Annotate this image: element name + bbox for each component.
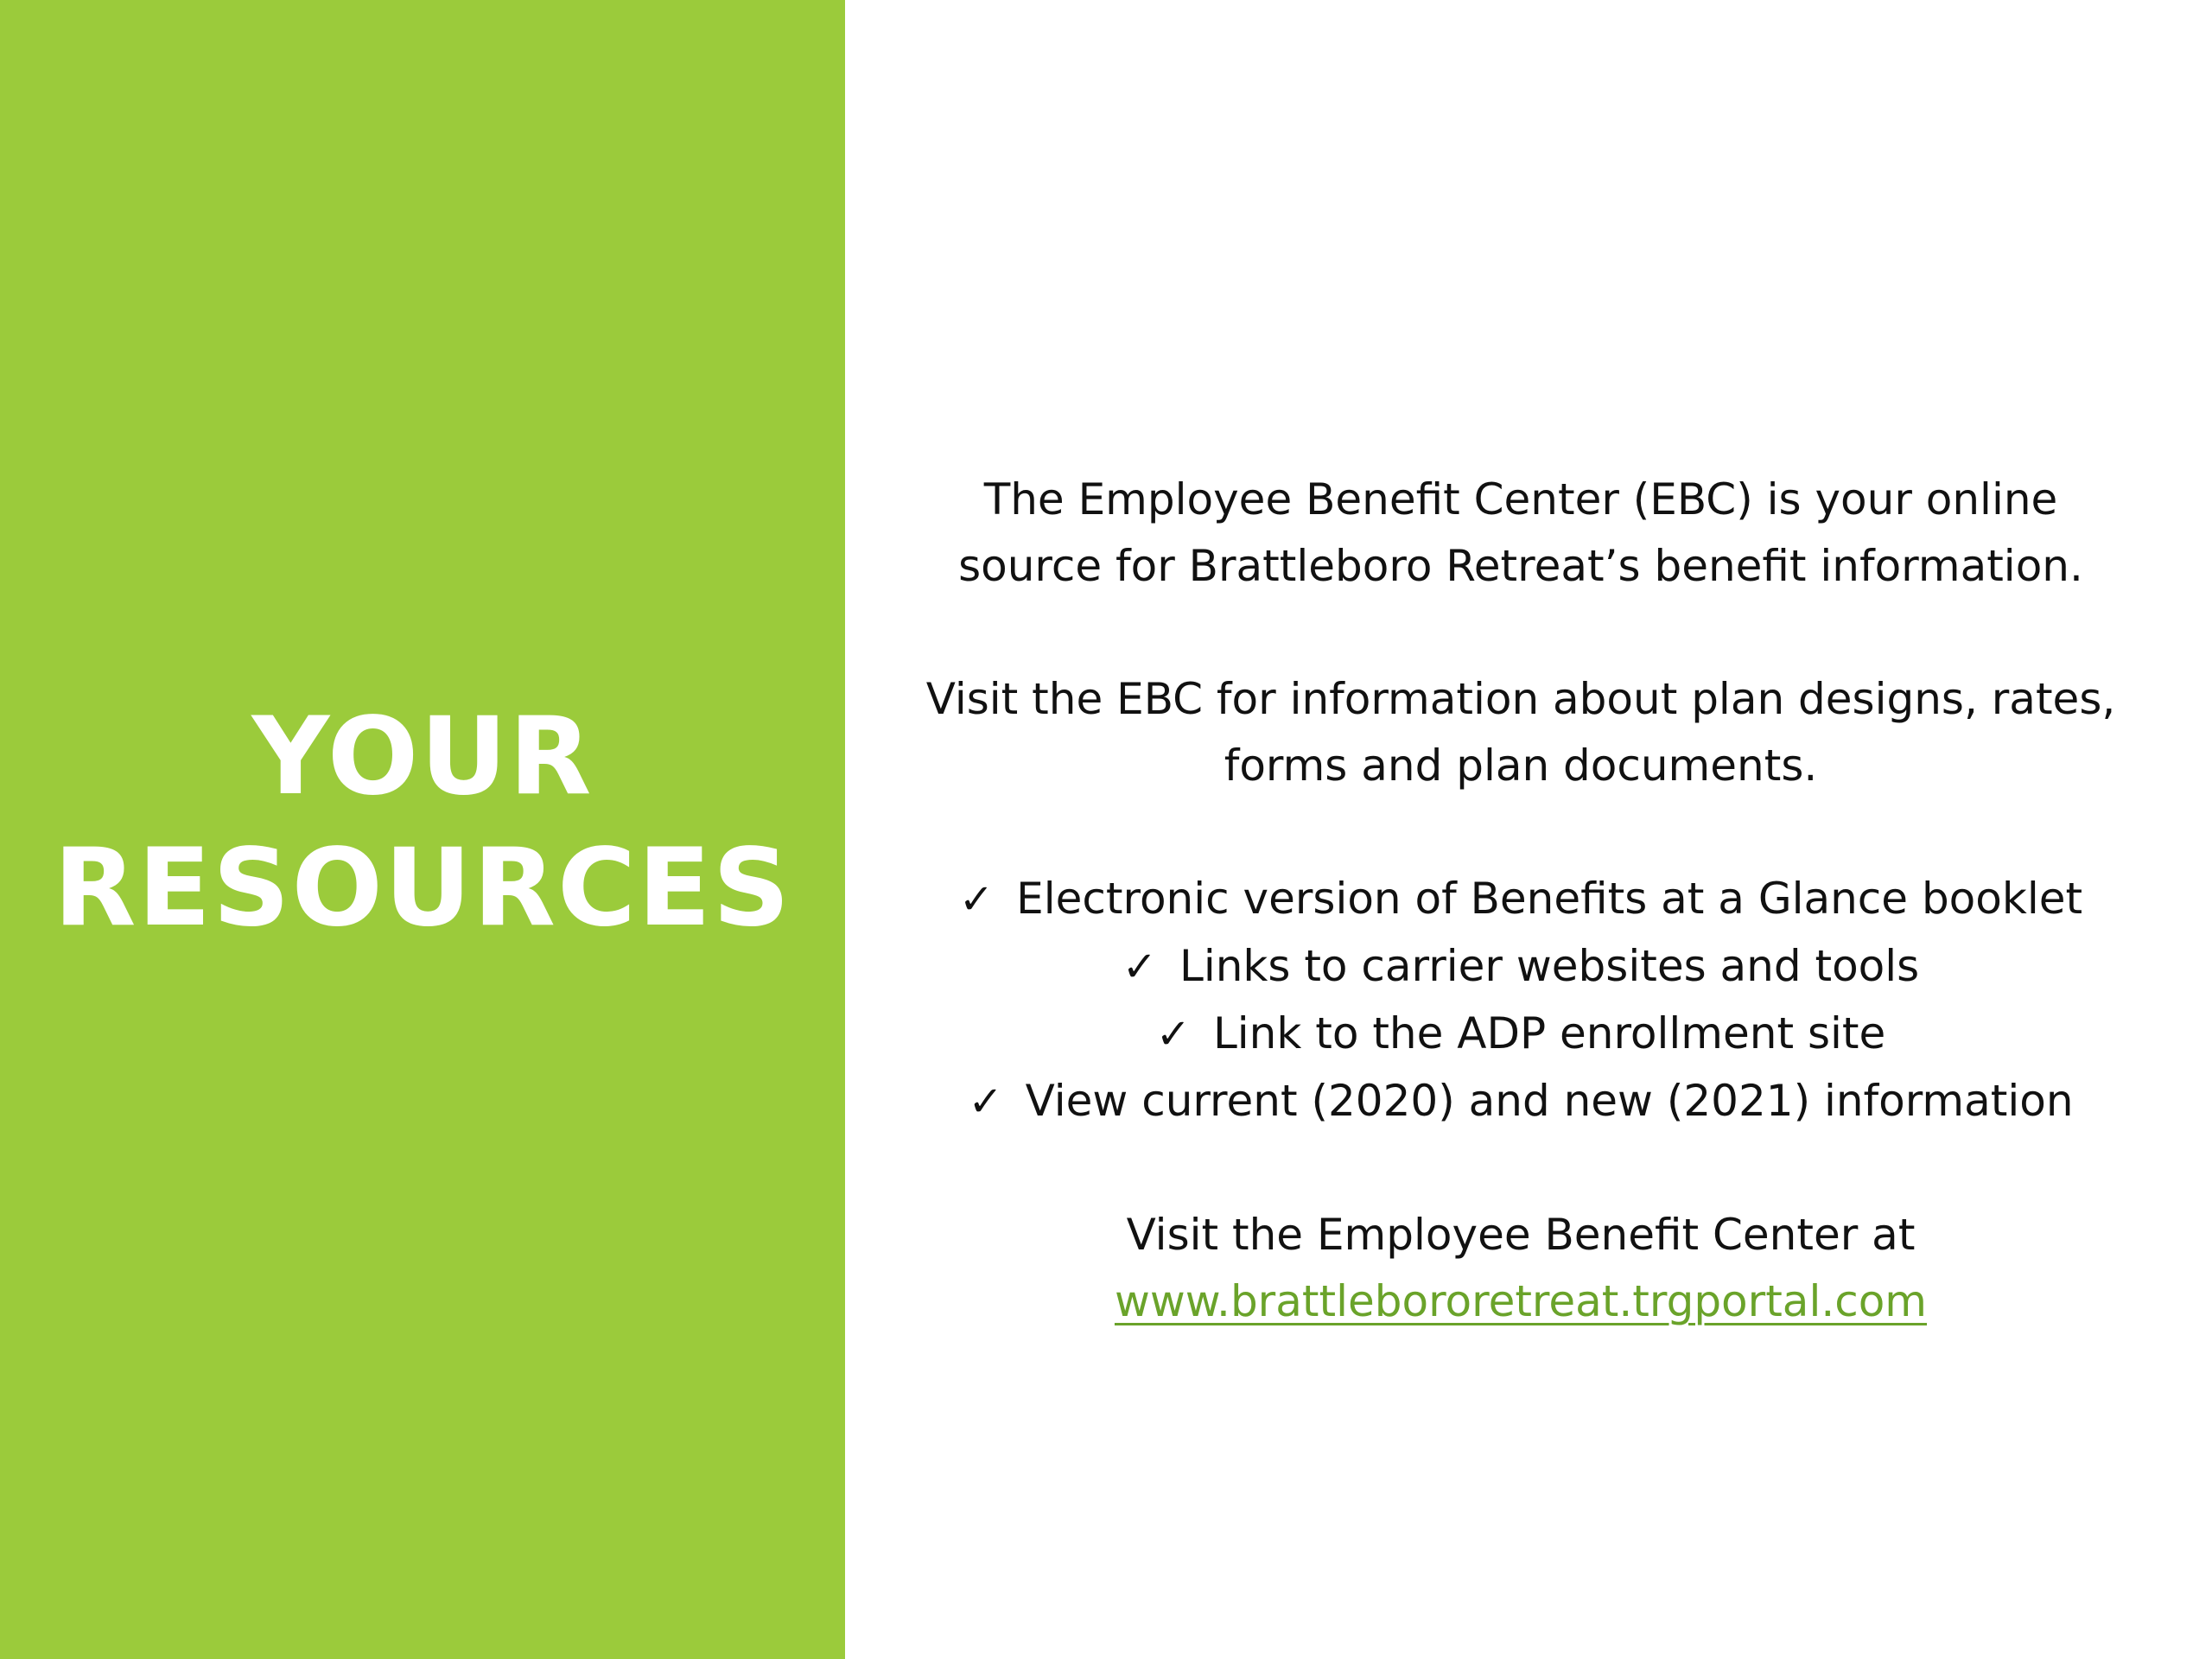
- checklist-item-label: Electronic version of Benefits at a Glance booklet: [1016, 874, 2083, 924]
- checklist-item-label: View current (2020) and new (2021) information: [1025, 1076, 2074, 1126]
- slide-title: [0, 691, 845, 954]
- checklist-item-label: Links to carrier websites and tools: [1179, 941, 1920, 991]
- spacer: [899, 1135, 2143, 1202]
- benefits-checklist: [899, 866, 2143, 1135]
- checklist-item: [899, 1001, 2143, 1068]
- visit-info-line-2: forms and plan documents.: [1224, 741, 1818, 791]
- checklist-item-label: Link to the ADP enrollment site: [1212, 1008, 1886, 1058]
- left-accent-panel: [0, 0, 845, 1659]
- checklist-item: [899, 866, 2143, 933]
- spacer: [899, 600, 2143, 666]
- ebc-portal-link[interactable]: www.brattlebororetreat.trgportal.com: [1114, 1276, 1928, 1326]
- checklist-item: [899, 933, 2143, 1001]
- intro-line-1: The Employee Benefit Center (EBC) is your online: [983, 474, 2058, 524]
- intro-line-2: source for Brattleboro Retreat’s benefit information.: [958, 541, 2083, 591]
- check-icon: ✓: [958, 875, 995, 924]
- slide-content: [899, 467, 2143, 1335]
- visit-info-line-1: Visit the EBC for information about plan designs, rates,: [925, 674, 2116, 724]
- spacer: [899, 799, 2143, 866]
- slide-title-line-2: RESOURCES: [53, 826, 792, 950]
- checklist-item: [899, 1068, 2143, 1135]
- check-icon: ✓: [968, 1077, 1003, 1126]
- slide-title-line-1: YOUR: [251, 695, 594, 819]
- check-icon: ✓: [1155, 1010, 1191, 1058]
- check-icon: ✓: [1122, 943, 1157, 991]
- footer-link-row: [899, 1268, 2143, 1335]
- footer-text: Visit the Employee Benefit Center at: [1126, 1210, 1916, 1260]
